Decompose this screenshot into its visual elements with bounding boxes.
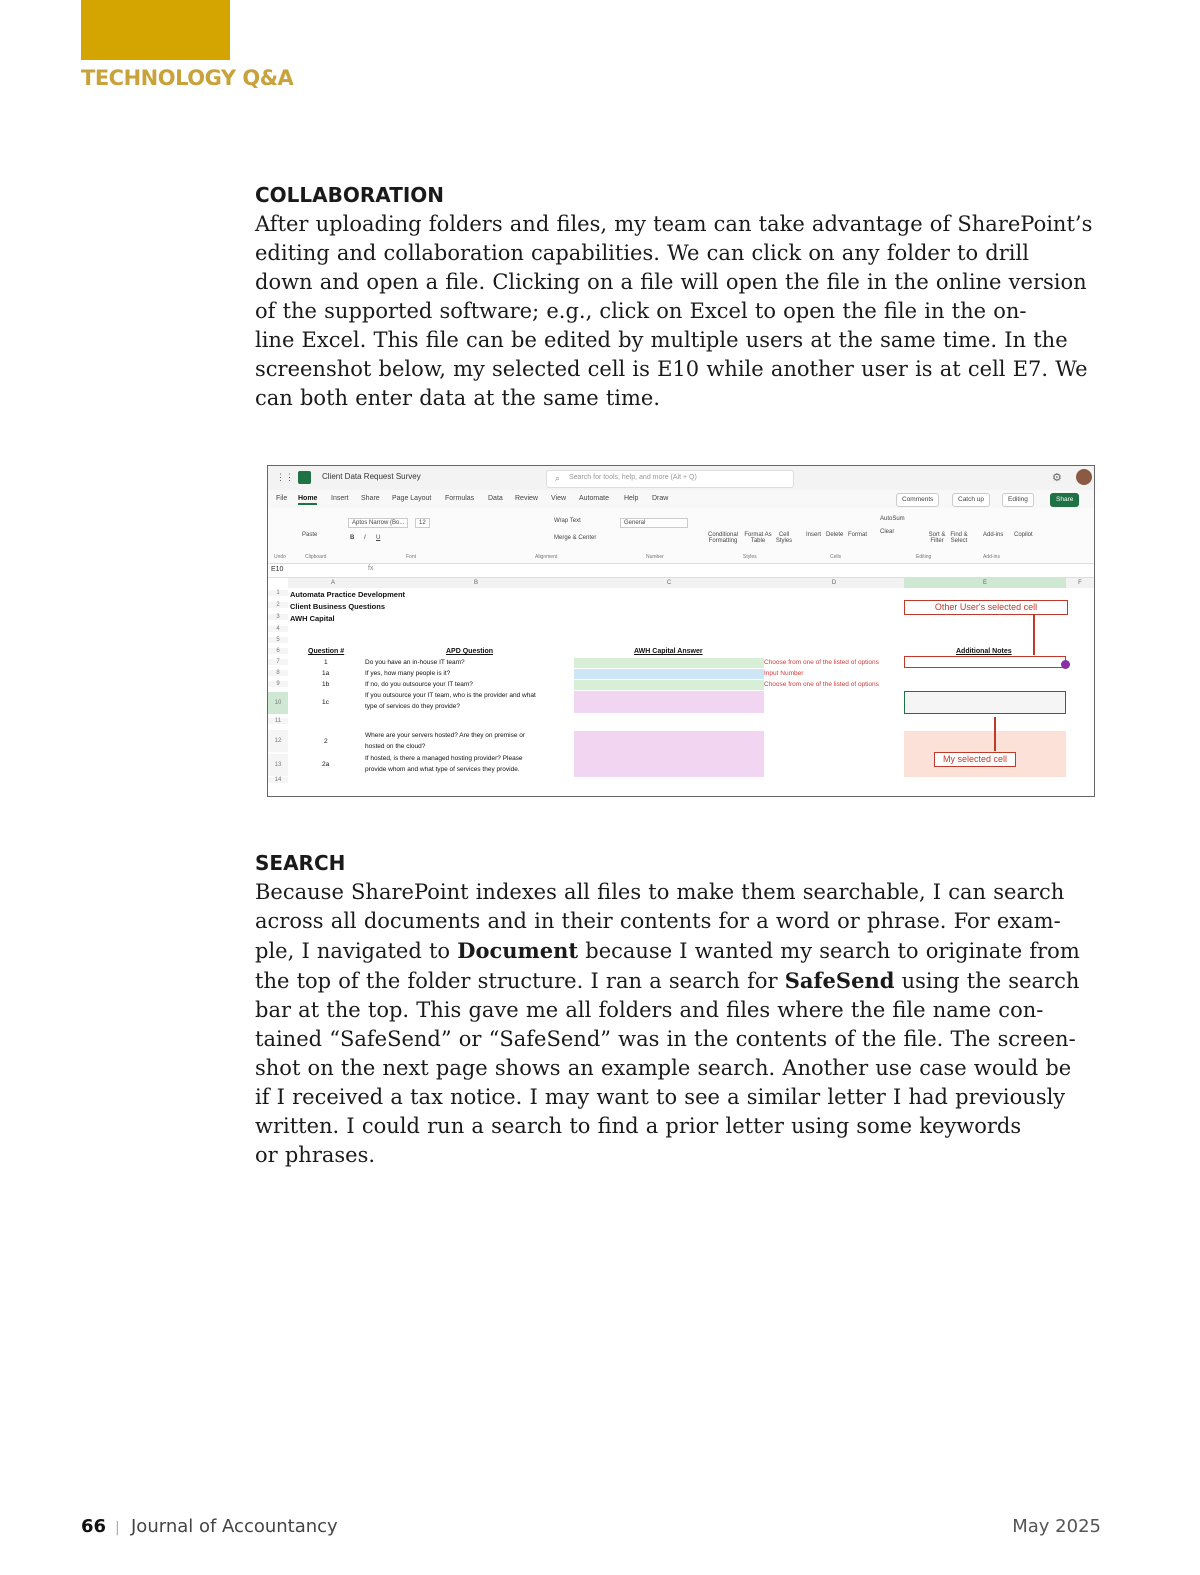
search-icon: ⌕ — [555, 473, 561, 483]
editing-mode-button[interactable]: Editing — [1002, 493, 1034, 507]
question-text[interactable]: Where are your servers hosted? Are they on premise or — [365, 732, 526, 739]
excel-screenshot — [267, 465, 1095, 797]
cell-styles-button[interactable]: Cell Styles — [775, 532, 793, 544]
question-text[interactable]: If no, do you outsource your IT team? — [365, 681, 473, 688]
answer-fill — [574, 691, 764, 713]
group-label: Alignment — [535, 554, 558, 560]
body-line: After uploading folders and files, my team can take advantage of SharePoint’s — [255, 212, 1093, 236]
column-header[interactable]: C — [574, 578, 765, 588]
worksheet-grid[interactable] — [268, 578, 1094, 796]
row-number[interactable]: 8 — [268, 670, 288, 676]
callout-arrow — [1033, 615, 1035, 655]
answer-fill — [574, 731, 764, 777]
page-number: 66 — [81, 1516, 107, 1537]
autosum-button[interactable]: AutoSum — [880, 516, 905, 522]
tab-data[interactable]: Data — [488, 495, 503, 502]
issue-date: May 2025 — [1012, 1516, 1101, 1537]
header-answer[interactable]: AWH Capital Answer — [634, 648, 703, 655]
italic-button[interactable]: I — [364, 535, 366, 541]
column-header[interactable]: B — [378, 578, 575, 588]
tab-help[interactable]: Help — [624, 495, 639, 502]
row-number[interactable]: 5 — [268, 637, 288, 643]
footer-separator: | — [115, 1520, 120, 1536]
header-apd-question[interactable]: APD Question — [446, 648, 494, 655]
row-number[interactable]: 13 — [268, 754, 288, 776]
ribbon — [268, 508, 1094, 564]
question-text[interactable]: hosted on the cloud? — [365, 743, 426, 750]
body-line: tained “SafeSend” or “SafeSend” was in the contents of the file. The screen- — [255, 1027, 1076, 1051]
body-line: screenshot below, my selected cell is E10 while another user is at cell E7. We — [255, 357, 1088, 381]
row-number[interactable]: 2 — [268, 602, 288, 608]
bold-term: Document — [457, 938, 579, 963]
row-number[interactable]: 9 — [268, 681, 288, 687]
column-header[interactable]: F — [1066, 578, 1095, 588]
body-line: if I received a tax notice. I may want to see a similar letter I had previously — [255, 1085, 1066, 1109]
search-placeholder: Search for tools, help, and more (Alt + Q) — [569, 474, 697, 481]
row-number[interactable]: 12 — [268, 730, 288, 752]
bold-button[interactable]: B — [350, 535, 355, 541]
tab-view[interactable]: View — [551, 495, 567, 502]
name-box[interactable]: E10 — [271, 566, 284, 573]
format-as-table-button[interactable]: Format As Table — [744, 532, 772, 544]
excel-titlebar — [268, 466, 1094, 490]
group-label: Styles — [743, 554, 757, 560]
tab-file[interactable]: File — [276, 495, 288, 502]
answer-hint: Choose from one of the listed of options — [764, 681, 879, 688]
group-label: Cells — [830, 554, 842, 560]
question-text[interactable]: type of services do they provide? — [365, 703, 461, 710]
my-selected-cell[interactable] — [904, 691, 1066, 714]
insert-cells-button[interactable]: Insert — [806, 532, 822, 538]
question-number[interactable]: 1b — [322, 681, 330, 688]
conditional-formatting-button[interactable]: Conditional Formatting — [707, 532, 739, 544]
row-number[interactable]: 4 — [268, 626, 288, 632]
my-cell-callout: My selected cell — [934, 752, 1016, 767]
font-name-select[interactable]: Aptos Narrow (Bo... — [348, 518, 408, 528]
other-user-presence-icon[interactable] — [1061, 660, 1070, 669]
copilot-button[interactable]: Copilot — [1014, 532, 1033, 538]
ribbon-tabs — [268, 490, 1094, 508]
group-label: Number — [646, 554, 664, 560]
body-line: down and open a file. Clicking on a file will open the file in the online version — [255, 270, 1087, 294]
group-label: Add-ins — [983, 554, 1000, 560]
body-line — [255, 936, 1115, 966]
row-number[interactable]: 6 — [268, 648, 288, 654]
cell-a2[interactable]: Client Business Questions — [290, 602, 386, 611]
question-number[interactable]: 1 — [324, 659, 328, 666]
question-number[interactable]: 1c — [322, 699, 329, 706]
clear-button[interactable]: Clear — [880, 529, 895, 535]
answer-hint: Input Number — [764, 670, 804, 677]
find-select-button[interactable]: Find & Select — [950, 532, 968, 544]
tab-insert[interactable]: Insert — [331, 495, 349, 502]
question-text[interactable]: provide whom and what type of services they provide. — [365, 766, 520, 773]
cell-a3[interactable]: AWH Capital — [290, 614, 335, 623]
journal-name: Journal of Accountancy — [131, 1516, 338, 1537]
other-user-callout: Other User's selected cell — [904, 600, 1068, 615]
answer-hint: Choose from one of the listed of options — [764, 659, 879, 666]
tab-formulas[interactable]: Formulas — [445, 495, 475, 502]
tab-review[interactable]: Review — [515, 495, 538, 502]
other-user-selected-cell[interactable] — [904, 656, 1066, 668]
collaboration-section — [255, 181, 1115, 413]
search-heading: SEARCH — [255, 851, 346, 875]
group-label: Undo — [274, 554, 286, 560]
gear-icon[interactable]: ⚙ — [1052, 472, 1062, 484]
column-header[interactable]: D — [764, 578, 905, 588]
tab-home[interactable]: Home — [298, 495, 317, 505]
header-additional-notes[interactable]: Additional Notes — [956, 648, 1012, 655]
body-line: bar at the top. This gave me all folders and files where the file name con- — [255, 998, 1044, 1022]
formula-bar — [268, 564, 1094, 578]
body-line: or phrases. — [255, 1143, 376, 1167]
body-text: because I wanted my search to originate from — [578, 939, 1080, 963]
paste-button[interactable]: Paste — [302, 532, 318, 538]
row-number[interactable]: 3 — [268, 614, 288, 620]
search-box[interactable] — [546, 470, 794, 488]
question-text[interactable]: If you outsource your IT team, who is the provider and what — [365, 692, 536, 699]
row-number[interactable]: 14 — [268, 777, 288, 783]
sort-filter-button[interactable]: Sort & Filter — [928, 532, 946, 544]
question-text[interactable]: If yes, how many people is it? — [365, 670, 451, 677]
tab-automate[interactable]: Automate — [579, 495, 609, 502]
group-label: Clipboard — [305, 554, 327, 560]
search-section — [255, 849, 1115, 1170]
header-question-num[interactable]: Question # — [308, 648, 345, 655]
body-line: written. I could run a search to find a prior letter using some keywords — [255, 1114, 1022, 1138]
comments-button[interactable]: Comments — [896, 493, 939, 507]
body-line: shot on the next page shows an example search. Another use case would be — [255, 1056, 1072, 1080]
share-button[interactable]: Share — [1050, 493, 1079, 507]
row-number[interactable]: 11 — [268, 718, 288, 724]
question-number[interactable]: 2a — [322, 761, 330, 768]
font-size-select[interactable]: 12 — [415, 518, 430, 528]
body-line: across all documents and in their contents for a word or phrase. For exam- — [255, 909, 1061, 933]
callout-arrow — [994, 717, 996, 751]
workbook-title[interactable]: Client Data Request Survey — [322, 472, 421, 481]
tab-share[interactable]: Share — [361, 495, 380, 502]
column-header[interactable]: E — [904, 578, 1067, 588]
section-label: TECHNOLOGY Q&A — [81, 66, 294, 90]
question-text[interactable]: Do you have an in-house IT team? — [365, 659, 465, 666]
tab-draw[interactable]: Draw — [652, 495, 669, 502]
merge-center-button[interactable]: Merge & Center — [554, 535, 597, 541]
wrap-text-button[interactable]: Wrap Text — [554, 518, 581, 524]
header-color-bar — [81, 0, 230, 60]
cell-a1[interactable]: Automata Practice Development — [290, 590, 406, 599]
row-number[interactable]: 7 — [268, 659, 288, 665]
catchup-button[interactable]: Catch up — [952, 493, 990, 507]
format-cells-button[interactable]: Format — [848, 532, 868, 538]
question-number[interactable]: 1a — [322, 670, 330, 677]
bold-term: SafeSend — [784, 968, 895, 993]
body-text: ple, I navigated to — [255, 939, 458, 963]
underline-button[interactable]: U — [376, 535, 381, 541]
question-number[interactable]: 2 — [324, 738, 328, 745]
body-line: line Excel. This file can be edited by multiple users at the same time. In the — [255, 328, 1068, 352]
tab-page-layout[interactable]: Page Layout — [392, 495, 432, 502]
answer-fill — [574, 658, 764, 668]
body-line: can both enter data at the same time. — [255, 386, 661, 410]
column-header[interactable]: A — [288, 578, 379, 588]
body-line: Because SharePoint indexes all files to make them searchable, I can search — [255, 880, 1065, 904]
avatar[interactable] — [1076, 469, 1092, 485]
body-text: using the search — [894, 969, 1080, 993]
group-label: Editing — [916, 554, 932, 560]
body-text: the top of the folder structure. I ran a search for — [255, 969, 785, 993]
excel-logo-icon — [298, 471, 311, 484]
number-format-select[interactable]: General — [620, 518, 688, 528]
group-label: Font — [406, 554, 417, 560]
row-number[interactable]: 1 — [268, 590, 288, 596]
answer-fill — [574, 669, 764, 679]
body-line — [255, 966, 1115, 996]
delete-cells-button[interactable]: Delete — [826, 532, 844, 538]
answer-fill — [574, 680, 764, 690]
body-line: editing and collaboration capabilities. We can click on any folder to drill — [255, 241, 1029, 265]
body-line: of the supported software; e.g., click on Excel to open the file in the on- — [255, 299, 1027, 323]
collaboration-heading: COLLABORATION — [255, 183, 445, 207]
add-ins-button[interactable]: Add-ins — [983, 532, 1004, 538]
row-number[interactable]: 10 — [268, 692, 288, 714]
fx-icon[interactable]: fx — [368, 565, 374, 572]
app-launcher-icon[interactable]: ⋮⋮ — [276, 472, 294, 482]
question-text[interactable]: If hosted, is there a managed hosting provider? Please — [365, 755, 523, 762]
